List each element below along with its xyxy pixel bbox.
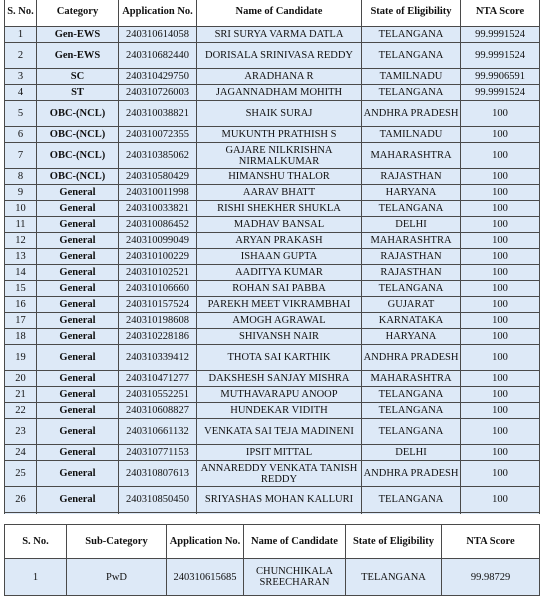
table-row: [5, 43, 540, 69]
cell-state: TAMILNADU: [362, 127, 461, 143]
table-row: [5, 445, 540, 461]
cell-state: ANDHRA PRADESH: [362, 461, 461, 487]
cell-category: General: [37, 313, 119, 329]
cell-score: 100: [461, 143, 540, 169]
cell-state: RAJASTHAN: [362, 265, 461, 281]
cell-state: TELANGANA: [362, 27, 461, 43]
col-header-subcategory: Sub-Category: [67, 525, 167, 559]
col-header-score: NTA Score: [442, 525, 540, 559]
table-row: [5, 143, 540, 169]
cell-category: General: [37, 217, 119, 233]
cell-name: PAREKH MEET VIKRAMBHAI: [197, 297, 362, 313]
cell-category: General: [37, 345, 119, 371]
cell-name: AADITYA KUMAR: [197, 265, 362, 281]
cell-score: 100: [461, 371, 540, 387]
cell-sno: 17: [5, 313, 37, 329]
cell-sno: 10: [5, 201, 37, 217]
cell-application-no: 240310471277: [119, 371, 197, 387]
cell-application-no: 240310198608: [119, 313, 197, 329]
cell-sno: 5: [5, 101, 37, 127]
cell-name: CHUNCHIKALA SREECHARAN: [244, 559, 346, 596]
cell-category: Gen-EWS: [37, 43, 119, 69]
cell-category: General: [37, 461, 119, 487]
cell-state: TELANGANA: [362, 43, 461, 69]
cell-name: DAKSHESH SANJAY MISHRA: [197, 371, 362, 387]
cell-category: General: [37, 201, 119, 217]
cell-score: 100: [461, 329, 540, 345]
table-row: [5, 419, 540, 445]
cell-score: 100: [461, 233, 540, 249]
table-row: [5, 461, 540, 487]
cell-state: TELANGANA: [362, 419, 461, 445]
cell-sno: 20: [5, 371, 37, 387]
cell-state: TELANGANA: [362, 201, 461, 217]
cell-state: HARYANA: [362, 185, 461, 201]
cell-sno: 19: [5, 345, 37, 371]
cell-name: DORISALA SRINIVASA REDDY: [197, 43, 362, 69]
col-header-name: Name of Candidate: [197, 0, 362, 27]
cell-category: OBC-(NCL): [37, 127, 119, 143]
cell-score: 100: [461, 169, 540, 185]
cell-name: MUKUNTH PRATHISH S: [197, 127, 362, 143]
cell-sno: 1: [5, 559, 67, 596]
cell-sno: 9: [5, 185, 37, 201]
toppers-table: [4, 0, 540, 529]
cell-state: KARNATAKA: [362, 313, 461, 329]
cell-application-no: 240310771153: [119, 445, 197, 461]
table-row: [5, 185, 540, 201]
cell-application-no: 240310157524: [119, 297, 197, 313]
cell-category: General: [37, 265, 119, 281]
cell-score: 100: [461, 403, 540, 419]
cell-state: DELHI: [362, 217, 461, 233]
cell-name: HUNDEKAR VIDITH: [197, 403, 362, 419]
cell-score: 100: [461, 281, 540, 297]
cell-score: 100: [461, 445, 540, 461]
cell-application-no: 240310726003: [119, 85, 197, 101]
cell-application-no: 240310100229: [119, 249, 197, 265]
cell-application-no: 240310661132: [119, 419, 197, 445]
cell-score: 100: [461, 127, 540, 143]
cell-application-no: 240310339412: [119, 345, 197, 371]
cell-sno: 11: [5, 217, 37, 233]
cell-sno: 13: [5, 249, 37, 265]
cell-category: General: [37, 445, 119, 461]
cell-category: Gen-EWS: [37, 27, 119, 43]
cell-sno: 8: [5, 169, 37, 185]
cell-score: 100: [461, 265, 540, 281]
cell-sno: 7: [5, 143, 37, 169]
cell-sno: 6: [5, 127, 37, 143]
cell-name: MUTHAVARAPU ANOOP: [197, 387, 362, 403]
cell-name: ROHAN SAI PABBA: [197, 281, 362, 297]
cell-application-no: 240310072355: [119, 127, 197, 143]
cell-state: TELANGANA: [362, 281, 461, 297]
col-header-score: NTA Score: [461, 0, 540, 27]
cell-state: TELANGANA: [362, 387, 461, 403]
cell-category: General: [37, 233, 119, 249]
cell-score: 99.9991524: [461, 27, 540, 43]
cell-application-no: 240310038821: [119, 101, 197, 127]
cell-application-no: 240310102521: [119, 265, 197, 281]
cell-score: 100: [461, 313, 540, 329]
cell-score: 100: [461, 101, 540, 127]
cell-application-no: 240310552251: [119, 387, 197, 403]
table-row: [5, 233, 540, 249]
table-header-row: [5, 0, 540, 27]
cell-application-no: 240310807613: [119, 461, 197, 487]
cell-state: MAHARASHTRA: [362, 371, 461, 387]
cell-application-no: 240310614058: [119, 27, 197, 43]
cell-score: 100: [461, 185, 540, 201]
table-gap: [0, 514, 547, 524]
cell-state: GUJARAT: [362, 297, 461, 313]
cell-name: SHAIK SURAJ: [197, 101, 362, 127]
cell-category: General: [37, 387, 119, 403]
table-row: [5, 69, 540, 85]
cell-sno: 25: [5, 461, 37, 487]
cell-sno: 22: [5, 403, 37, 419]
cell-state: ANDHRA PRADESH: [362, 345, 461, 371]
cell-sno: 18: [5, 329, 37, 345]
cell-score: 100: [461, 249, 540, 265]
cell-score: 100: [461, 345, 540, 371]
cell-sno: 21: [5, 387, 37, 403]
cell-application-no: 240310011998: [119, 185, 197, 201]
cell-state: TELANGANA: [346, 559, 442, 596]
cell-category: General: [37, 329, 119, 345]
cell-score: 99.98729: [442, 559, 540, 596]
cell-state: RAJASTHAN: [362, 169, 461, 185]
table-row: [5, 487, 540, 513]
cell-state: TELANGANA: [362, 403, 461, 419]
cell-sno: 15: [5, 281, 37, 297]
cell-application-no: 240310682440: [119, 43, 197, 69]
table-row: [5, 201, 540, 217]
cell-sno: 1: [5, 27, 37, 43]
cell-sno: 4: [5, 85, 37, 101]
col-header-application-no: Application No.: [167, 525, 244, 559]
cell-application-no: 240310106660: [119, 281, 197, 297]
table-row: [5, 85, 540, 101]
table-row: [5, 27, 540, 43]
cell-category: General: [37, 403, 119, 419]
cell-application-no: 240310850450: [119, 487, 197, 513]
cell-score: 100: [461, 201, 540, 217]
col-header-state: State of Eligibility: [362, 0, 461, 27]
cell-name: ARYAN PRAKASH: [197, 233, 362, 249]
cell-application-no: 240310580429: [119, 169, 197, 185]
cell-sno: 12: [5, 233, 37, 249]
cell-score: 100: [461, 461, 540, 487]
cell-score: 99.9991524: [461, 43, 540, 69]
col-header-category: Category: [37, 0, 119, 27]
cell-category: General: [37, 281, 119, 297]
cell-name: SRI SURYA VARMA DATLA: [197, 27, 362, 43]
cell-sno: 16: [5, 297, 37, 313]
cell-name: HIMANSHU THALOR: [197, 169, 362, 185]
table-row: [5, 249, 540, 265]
cell-score: 100: [461, 217, 540, 233]
col-header-state: State of Eligibility: [346, 525, 442, 559]
col-header-name: Name of Candidate: [244, 525, 346, 559]
cell-name: MADHAV BANSAL: [197, 217, 362, 233]
cell-name: AARAV BHATT: [197, 185, 362, 201]
cell-name: IPSIT MITTAL: [197, 445, 362, 461]
cell-name: ISHAAN GUPTA: [197, 249, 362, 265]
cell-category: General: [37, 487, 119, 513]
cell-name: RISHI SHEKHER SHUKLA: [197, 201, 362, 217]
table-row: [5, 127, 540, 143]
cell-sno: 3: [5, 69, 37, 85]
cell-state: ANDHRA PRADESH: [362, 101, 461, 127]
cell-score: 100: [461, 387, 540, 403]
table-header-row: [5, 525, 540, 559]
cell-state: MAHARASHTRA: [362, 233, 461, 249]
cell-subcategory: PwD: [67, 559, 167, 596]
cell-state: MAHARASHTRA: [362, 143, 461, 169]
cell-category: General: [37, 297, 119, 313]
table-row: [5, 371, 540, 387]
cell-score: 100: [461, 487, 540, 513]
cell-application-no: 240310429750: [119, 69, 197, 85]
table-row: [5, 169, 540, 185]
col-header-application-no: Application No.: [119, 0, 197, 27]
cell-name: SHIVANSH NAIR: [197, 329, 362, 345]
table-row: [5, 101, 540, 127]
cell-name: GAJARE NILKRISHNA NIRMALKUMAR: [197, 143, 362, 169]
table-row: [5, 281, 540, 297]
table-row: [5, 387, 540, 403]
cell-name: SRIYASHAS MOHAN KALLURI: [197, 487, 362, 513]
table-row: [5, 403, 540, 419]
cell-category: ST: [37, 85, 119, 101]
cell-application-no: 240310086452: [119, 217, 197, 233]
col-header-sno: S. No.: [5, 0, 37, 27]
cell-application-no: 240310615685: [167, 559, 244, 596]
cell-category: SC: [37, 69, 119, 85]
col-header-sno: S. No.: [5, 525, 67, 559]
table-row: [5, 329, 540, 345]
cell-score: 100: [461, 297, 540, 313]
table-row: [5, 297, 540, 313]
cell-application-no: 240310033821: [119, 201, 197, 217]
cell-sno: 23: [5, 419, 37, 445]
cell-name: ARADHANA R: [197, 69, 362, 85]
cell-category: General: [37, 185, 119, 201]
cell-score: 100: [461, 419, 540, 445]
cell-state: HARYANA: [362, 329, 461, 345]
cell-category: OBC-(NCL): [37, 101, 119, 127]
cell-application-no: 240310385062: [119, 143, 197, 169]
table-row: [5, 217, 540, 233]
cell-application-no: 240310099049: [119, 233, 197, 249]
cell-sno: 14: [5, 265, 37, 281]
cell-score: 99.9991524: [461, 85, 540, 101]
cell-state: TELANGANA: [362, 487, 461, 513]
cell-score: 99.9906591: [461, 69, 540, 85]
cell-category: OBC-(NCL): [37, 169, 119, 185]
cell-state: TAMILNADU: [362, 69, 461, 85]
cell-sno: 26: [5, 487, 37, 513]
cell-name: VENKATA SAI TEJA MADINENI: [197, 419, 362, 445]
cell-state: DELHI: [362, 445, 461, 461]
cell-name: JAGANNADHAM MOHITH: [197, 85, 362, 101]
cell-name: THOTA SAI KARTHIK: [197, 345, 362, 371]
cell-name: ANNAREDDY VENKATA TANISH REDDY: [197, 461, 362, 487]
cell-name: AMOGH AGRAWAL: [197, 313, 362, 329]
cell-application-no: 240310228186: [119, 329, 197, 345]
cell-category: General: [37, 419, 119, 445]
table-row: [5, 313, 540, 329]
cell-application-no: 240310608827: [119, 403, 197, 419]
cell-category: General: [37, 249, 119, 265]
cell-sno: 2: [5, 43, 37, 69]
cell-category: OBC-(NCL): [37, 143, 119, 169]
cell-sno: 24: [5, 445, 37, 461]
cell-state: RAJASTHAN: [362, 249, 461, 265]
table-row: [5, 265, 540, 281]
table-row: [5, 345, 540, 371]
cell-state: TELANGANA: [362, 85, 461, 101]
cell-category: General: [37, 371, 119, 387]
pwd-table: [4, 524, 540, 596]
